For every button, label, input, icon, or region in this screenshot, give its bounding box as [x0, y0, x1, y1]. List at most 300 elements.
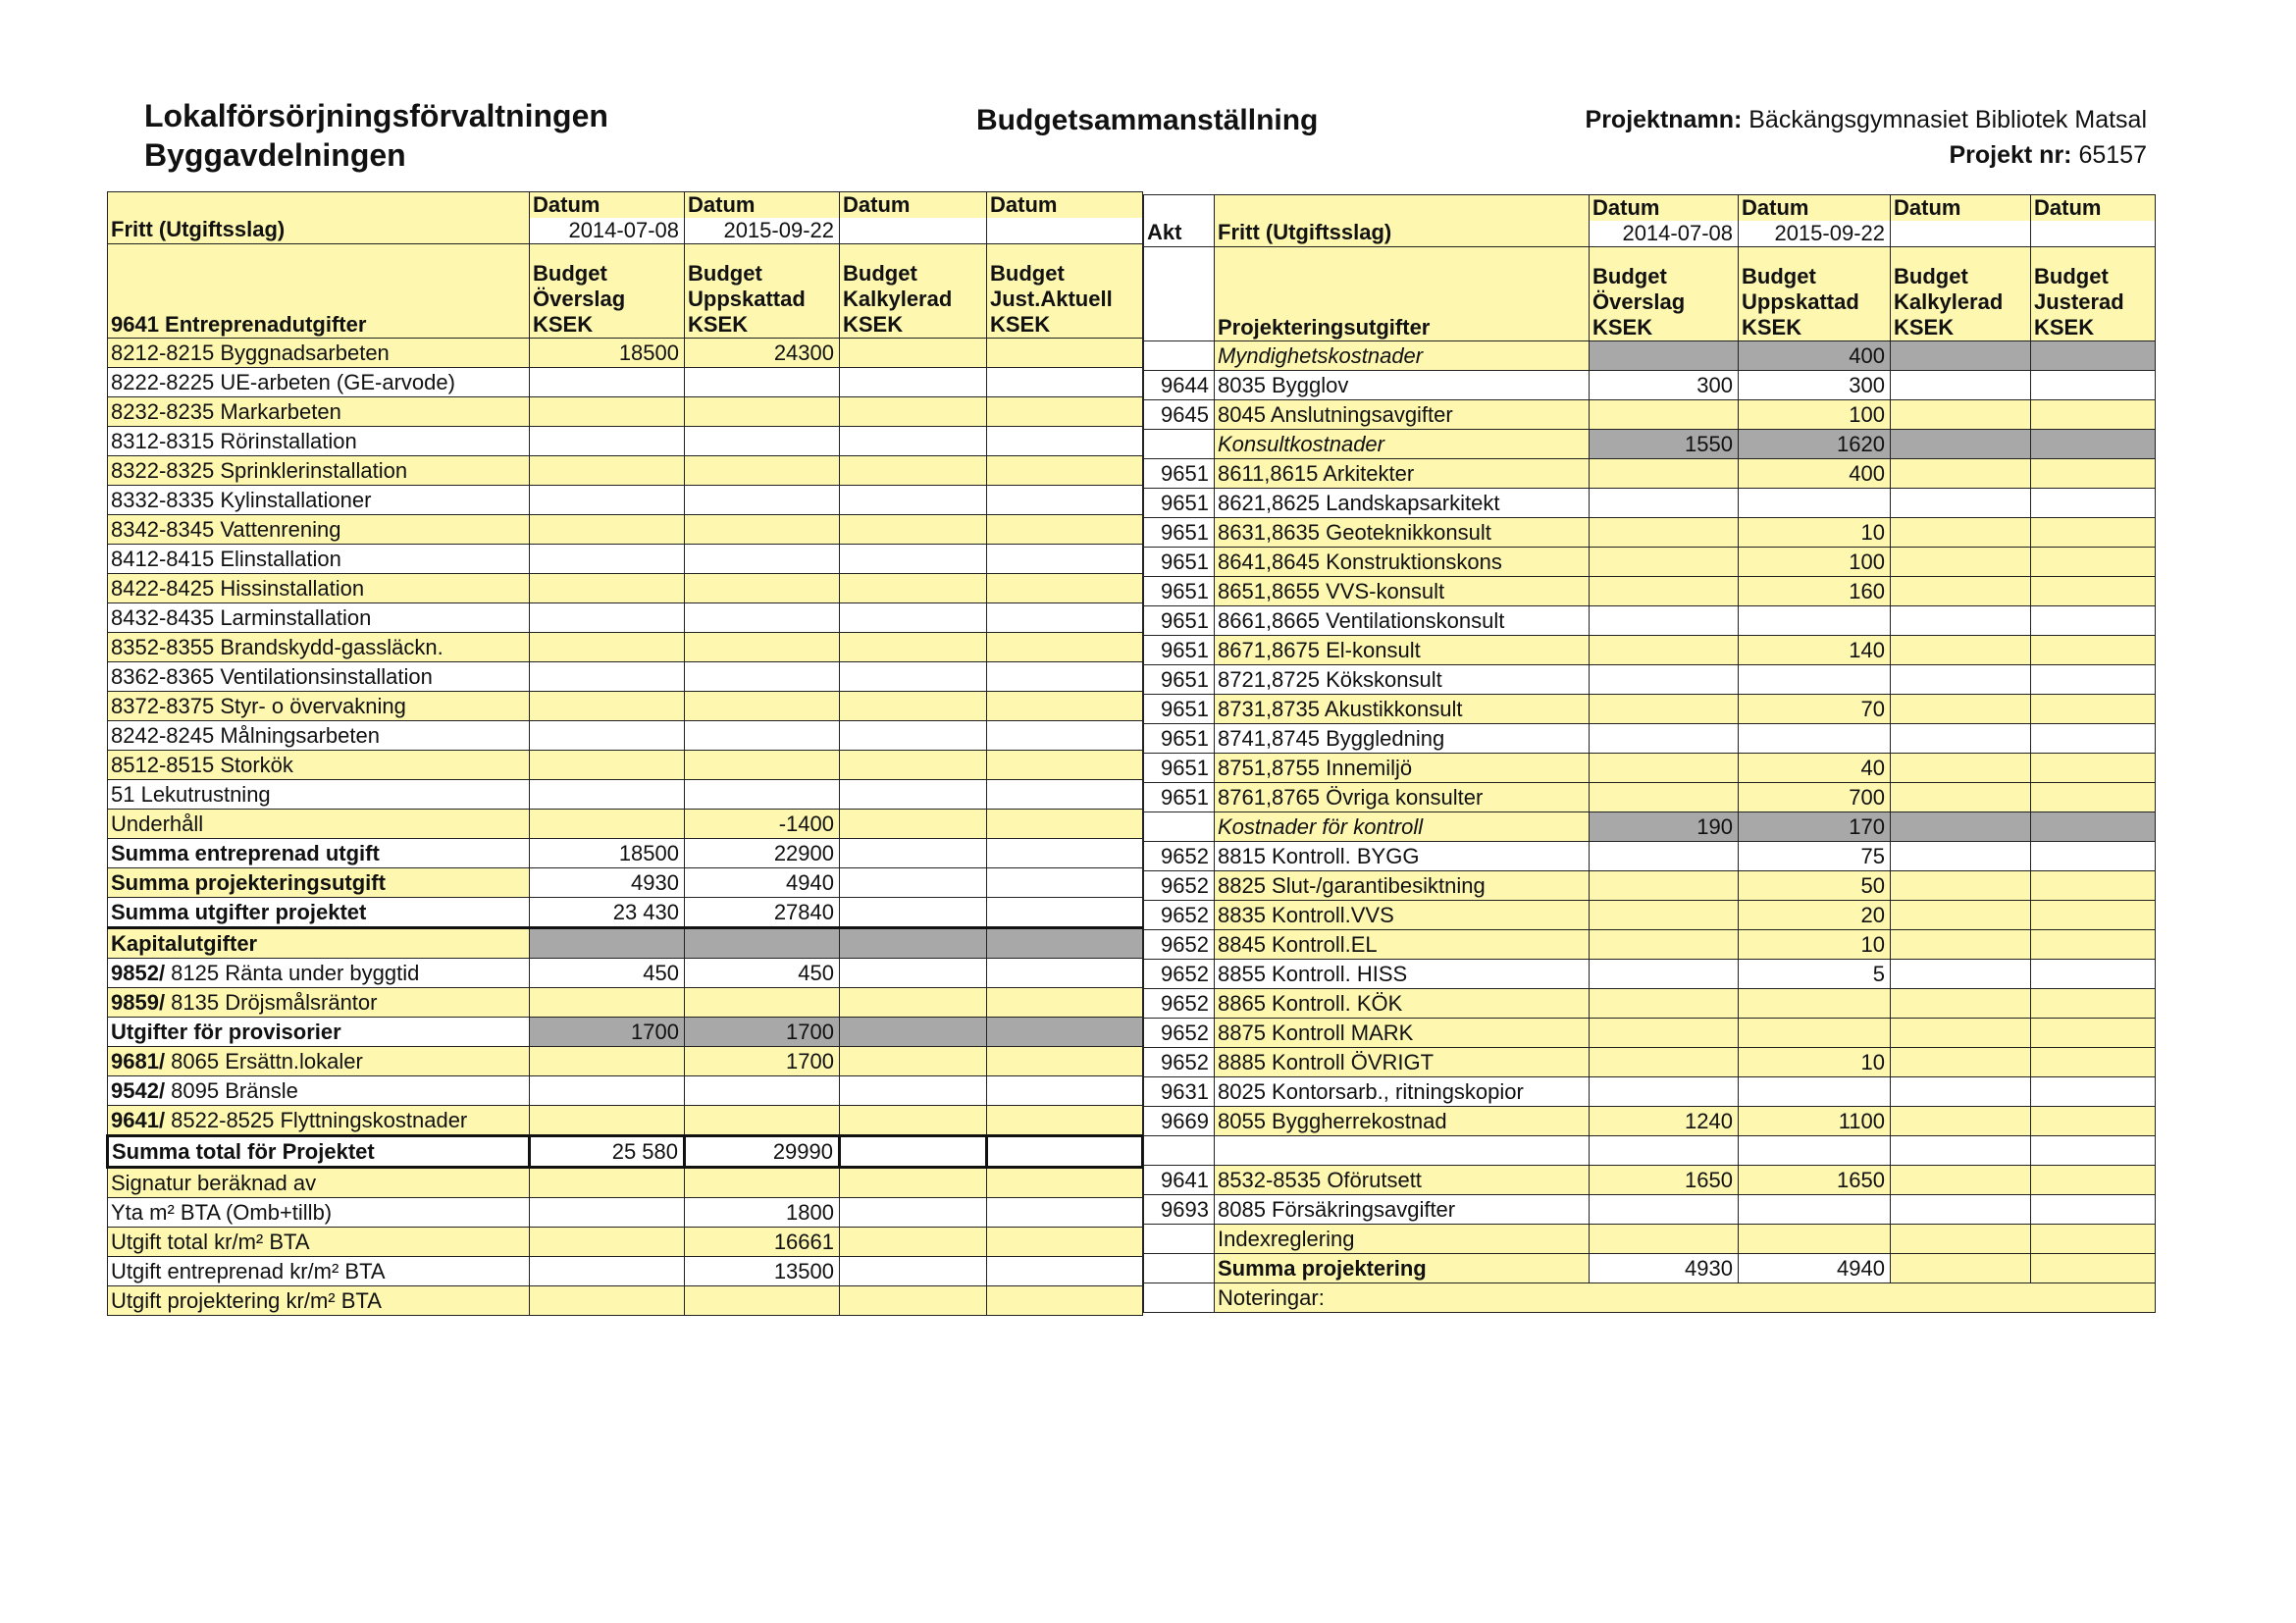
value-col-4	[987, 1198, 1143, 1228]
datum-col-2: Datum 2015-09-22	[685, 192, 840, 244]
value-col-4	[2031, 871, 2156, 901]
footer-row	[108, 1168, 1143, 1198]
value-col-4	[2031, 724, 2156, 754]
value-col-1	[530, 368, 685, 397]
value-col-3	[1891, 1166, 2031, 1195]
table-row	[1144, 1166, 2156, 1195]
value-col-2	[685, 751, 840, 780]
value-col-1	[530, 486, 685, 515]
akt-code: 9644	[1144, 371, 1215, 400]
value-col-4	[2031, 1166, 2156, 1195]
value-col-1	[1590, 754, 1739, 783]
value-col-3	[840, 1228, 987, 1257]
akt-code: 9652	[1144, 871, 1215, 901]
value-col-4	[2031, 577, 2156, 606]
akt-code: 9652	[1144, 989, 1215, 1019]
value-col-4	[2031, 1195, 2156, 1225]
akt-code: 9652	[1144, 960, 1215, 989]
value-col-2: 100	[1739, 548, 1891, 577]
value-col-2	[685, 427, 840, 456]
value-col-4	[987, 780, 1143, 810]
datum-col-1: Datum 2014-07-08	[1590, 195, 1739, 247]
value-col-4	[987, 751, 1143, 780]
table-row	[1144, 724, 2156, 754]
row-label: 8671,8675 El-konsult	[1215, 636, 1590, 665]
value-col-3	[1891, 1019, 2031, 1048]
fritt-heading: Fritt (Utgiftsslag)	[1215, 195, 1590, 247]
akt-code: 9651	[1144, 724, 1215, 754]
row-label: 8045 Anslutningsavgifter	[1215, 400, 1590, 430]
value-col-3	[840, 839, 987, 868]
value-col-4	[2031, 989, 2156, 1019]
row-label: Utgift total kr/m² BTA	[108, 1228, 530, 1257]
value-col-2: 20	[1739, 901, 1891, 930]
budget-aktuell-head: Budget Just.Aktuell KSEK	[987, 244, 1143, 339]
akt-code: 9651	[1144, 665, 1215, 695]
value-col-1	[1590, 901, 1739, 930]
value-col-4	[2031, 341, 2156, 371]
row-label: 8085 Försäkringsavgifter	[1215, 1195, 1590, 1225]
value-col-1	[1590, 459, 1739, 489]
row-label: 8761,8765 Övriga konsulter	[1215, 783, 1590, 812]
row-label: 8025 Kontorsarb., ritningskopior	[1215, 1077, 1590, 1107]
row-label: 8885 Kontroll ÖVRIGT	[1215, 1048, 1590, 1077]
value-col-4	[2031, 371, 2156, 400]
value-col-1: 1700	[530, 1018, 685, 1047]
group-row	[1144, 812, 2156, 842]
akt-code: 9669	[1144, 1107, 1215, 1136]
table-row	[1144, 960, 2156, 989]
value-col-3	[840, 486, 987, 515]
value-col-2: 10	[1739, 518, 1891, 548]
table-row	[108, 397, 1143, 427]
value-col-2: 29990	[685, 1136, 840, 1168]
value-col-1	[1590, 989, 1739, 1019]
datum-col-1: Datum 2014-07-08	[530, 192, 685, 244]
datum-col-4: Datum	[987, 192, 1143, 244]
value-col-4	[987, 486, 1143, 515]
value-col-1	[1590, 871, 1739, 901]
datum-col-3: Datum	[1891, 195, 2031, 247]
akt-code: 9645	[1144, 400, 1215, 430]
budget-kalkylerad-head: Budget Kalkylerad KSEK	[840, 244, 987, 339]
value-col-1	[530, 397, 685, 427]
value-col-4	[987, 1257, 1143, 1286]
value-col-3	[1891, 371, 2031, 400]
row-label: 9542/ 8095 Bränsle	[108, 1076, 530, 1106]
row-label: 8815 Kontroll. BYGG	[1215, 842, 1590, 871]
value-col-3	[1891, 400, 2031, 430]
table-row	[1144, 1077, 2156, 1107]
value-col-3	[840, 1136, 987, 1168]
value-col-3	[840, 692, 987, 721]
total-label: Summa total för Projektet	[108, 1136, 530, 1168]
value-col-3	[840, 1106, 987, 1136]
value-col-1	[1590, 783, 1739, 812]
sum-label: Summa projektering	[1215, 1254, 1590, 1283]
value-col-3	[840, 898, 987, 928]
value-col-4	[987, 1228, 1143, 1257]
fritt-heading: Fritt (Utgiftsslag)	[108, 192, 530, 244]
value-col-2: 450	[685, 959, 840, 988]
project-name: Projektnamn: Bäckängsgymnasiet Bibliotek Matsal	[1585, 106, 2147, 133]
value-col-1: 1650	[1590, 1166, 1739, 1195]
sum-row	[108, 898, 1143, 928]
value-col-3	[840, 810, 987, 839]
value-col-1	[530, 928, 685, 959]
value-col-4	[2031, 665, 2156, 695]
value-col-2: 24300	[685, 339, 840, 368]
table-row	[108, 486, 1143, 515]
value-col-2	[1739, 1019, 1891, 1048]
value-col-4	[2031, 1254, 2156, 1283]
akt-code: 9652	[1144, 930, 1215, 960]
value-col-4	[987, 574, 1143, 603]
value-col-4	[987, 810, 1143, 839]
value-col-2	[1739, 1225, 1891, 1254]
entreprenad-table	[106, 191, 1144, 1316]
value-col-1: 18500	[530, 839, 685, 868]
akt-code: 9651	[1144, 577, 1215, 606]
akt-code	[1144, 812, 1215, 842]
value-col-1	[530, 1106, 685, 1136]
value-col-2	[685, 780, 840, 810]
value-col-1	[530, 1228, 685, 1257]
value-col-3	[840, 397, 987, 427]
sum-row	[108, 839, 1143, 868]
table-row	[108, 751, 1143, 780]
value-col-2: 4940	[1739, 1254, 1891, 1283]
table-row	[1144, 489, 2156, 518]
value-col-1	[1590, 341, 1739, 371]
value-col-3	[1891, 842, 2031, 871]
datum-col-4: Datum	[2031, 195, 2156, 247]
table-row	[108, 515, 1143, 545]
row-label: 8312-8315 Rörinstallation	[108, 427, 530, 456]
value-col-1	[530, 1286, 685, 1316]
row-label: 8362-8365 Ventilationsinstallation	[108, 662, 530, 692]
row-label: 9852/ 8125 Ränta under byggtid	[108, 959, 530, 988]
table-row	[108, 574, 1143, 603]
value-col-1	[1590, 606, 1739, 636]
akt-code: 9652	[1144, 901, 1215, 930]
value-col-1	[1590, 695, 1739, 724]
row-label: 8242-8245 Målningsarbeten	[108, 721, 530, 751]
value-col-4	[2031, 901, 2156, 930]
value-col-3	[840, 1047, 987, 1076]
value-col-4	[2031, 489, 2156, 518]
value-col-4	[2031, 430, 2156, 459]
prov-heading-row	[108, 1018, 1143, 1047]
notes-row	[1144, 1283, 2156, 1313]
row-label: 8342-8345 Vattenrening	[108, 515, 530, 545]
table-row	[108, 456, 1143, 486]
value-col-2: 16661	[685, 1228, 840, 1257]
budget-oversiag-head: Budget Överslag KSEK	[530, 244, 685, 339]
row-label: 8422-8425 Hissinstallation	[108, 574, 530, 603]
row-label: 8835 Kontroll.VVS	[1215, 901, 1590, 930]
value-col-1: 1550	[1590, 430, 1739, 459]
table-row	[108, 959, 1143, 988]
value-col-2	[685, 603, 840, 633]
value-col-4	[987, 898, 1143, 928]
value-col-2: 100	[1739, 400, 1891, 430]
row-label: Yta m² BTA (Omb+tillb)	[108, 1198, 530, 1228]
notes-label: Noteringar:	[1215, 1283, 2156, 1313]
value-col-2: 700	[1739, 783, 1891, 812]
akt-code: 9652	[1144, 842, 1215, 871]
value-col-2: 170	[1739, 812, 1891, 842]
value-col-4	[987, 633, 1143, 662]
value-col-1: 4930	[530, 868, 685, 898]
row-label: 8731,8735 Akustikkonsult	[1215, 695, 1590, 724]
akt-heading: Akt	[1144, 195, 1215, 247]
value-col-4	[987, 1286, 1143, 1316]
value-col-2: 1650	[1739, 1166, 1891, 1195]
budget-header-row	[1144, 247, 2156, 341]
value-col-2	[1739, 1136, 1891, 1166]
value-col-4	[2031, 518, 2156, 548]
value-col-4	[2031, 1136, 2156, 1166]
row-label: 8322-8325 Sprinklerinstallation	[108, 456, 530, 486]
value-col-1: 1240	[1590, 1107, 1739, 1136]
akt-code: 9651	[1144, 489, 1215, 518]
value-col-4	[2031, 636, 2156, 665]
value-col-2: 300	[1739, 371, 1891, 400]
row-label: 8855 Kontroll. HISS	[1215, 960, 1590, 989]
value-col-3	[1891, 430, 2031, 459]
row-label: 8825 Slut-/garantibesiktning	[1215, 871, 1590, 901]
row-label: Indexreglering	[1215, 1225, 1590, 1254]
value-col-3	[1891, 577, 2031, 606]
value-col-4	[987, 839, 1143, 868]
row-label: 9681/ 8065 Ersättn.lokaler	[108, 1047, 530, 1076]
value-col-2: 1700	[685, 1047, 840, 1076]
value-col-2	[685, 692, 840, 721]
akt-code	[1144, 341, 1215, 371]
value-col-3	[1891, 724, 2031, 754]
value-col-1	[1590, 400, 1739, 430]
value-col-4	[2031, 1048, 2156, 1077]
row-label: 9641/ 8522-8525 Flyttningskostnader	[108, 1106, 530, 1136]
table-row	[1144, 783, 2156, 812]
value-col-1	[1590, 1136, 1739, 1166]
value-col-2: 160	[1739, 577, 1891, 606]
value-col-4	[987, 456, 1143, 486]
akt-code	[1144, 1254, 1215, 1283]
table-row	[108, 721, 1143, 751]
value-col-2	[1739, 489, 1891, 518]
akt-code: 9651	[1144, 783, 1215, 812]
value-col-3	[840, 574, 987, 603]
value-col-3	[1891, 812, 2031, 842]
row-label: 8372-8375 Styr- o övervakning	[108, 692, 530, 721]
value-col-4	[2031, 695, 2156, 724]
value-col-1	[1590, 724, 1739, 754]
value-col-3	[1891, 518, 2031, 548]
table-row	[1144, 606, 2156, 636]
value-col-4	[2031, 1107, 2156, 1136]
row-label: Underhåll	[108, 810, 530, 839]
value-col-3	[840, 780, 987, 810]
budget-oversiag-head: Budget Överslag KSEK	[1590, 247, 1739, 341]
value-col-1	[1590, 1048, 1739, 1077]
total-row	[108, 1136, 1143, 1168]
value-col-3	[1891, 1254, 2031, 1283]
value-col-1	[1590, 577, 1739, 606]
value-col-2: 1620	[1739, 430, 1891, 459]
budget-uppskattad-head: Budget Uppskattad KSEK	[685, 244, 840, 339]
value-col-1	[530, 574, 685, 603]
value-col-1	[530, 810, 685, 839]
row-label: 8332-8335 Kylinstallationer	[108, 486, 530, 515]
footer-row	[108, 1228, 1143, 1257]
row-label: Utgift entreprenad kr/m² BTA	[108, 1257, 530, 1286]
value-col-3	[840, 515, 987, 545]
row-label: 8232-8235 Markarbeten	[108, 397, 530, 427]
value-col-3	[840, 988, 987, 1018]
table-row	[108, 1047, 1143, 1076]
row-label: 8055 Byggherrekostnad	[1215, 1107, 1590, 1136]
table-row	[1144, 930, 2156, 960]
datum-col-3: Datum	[840, 192, 987, 244]
table-row	[1144, 842, 2156, 871]
table-row	[1144, 1019, 2156, 1048]
value-col-2	[685, 515, 840, 545]
footer-row	[108, 1286, 1143, 1316]
value-col-3	[1891, 548, 2031, 577]
project-number: Projekt nr: 65157	[1949, 141, 2147, 169]
value-col-1	[1590, 1225, 1739, 1254]
value-col-3	[840, 662, 987, 692]
value-col-3	[1891, 1136, 2031, 1166]
value-col-4	[987, 1076, 1143, 1106]
akt-code: 9693	[1144, 1195, 1215, 1225]
table-row	[108, 633, 1143, 662]
value-col-1: 4930	[1590, 1254, 1739, 1283]
value-col-3	[1891, 960, 2031, 989]
table-row	[1144, 518, 2156, 548]
value-col-3	[840, 1257, 987, 1286]
akt-code	[1144, 430, 1215, 459]
value-col-4	[987, 397, 1143, 427]
row-label: 8631,8635 Geoteknikkonsult	[1215, 518, 1590, 548]
table-row	[108, 603, 1143, 633]
value-col-2	[685, 928, 840, 959]
value-col-3	[840, 721, 987, 751]
row-label: 8661,8665 Ventilationskonsult	[1215, 606, 1590, 636]
value-col-2	[1739, 665, 1891, 695]
value-col-2	[685, 368, 840, 397]
table-row	[108, 810, 1143, 839]
value-col-4	[2031, 1019, 2156, 1048]
value-col-4	[987, 1047, 1143, 1076]
value-col-4	[987, 603, 1143, 633]
value-col-3	[840, 545, 987, 574]
value-col-3	[840, 368, 987, 397]
value-col-3	[1891, 341, 2031, 371]
akt-code: 9651	[1144, 518, 1215, 548]
value-col-3	[1891, 636, 2031, 665]
value-col-3	[1891, 1048, 2031, 1077]
value-col-3	[1891, 489, 2031, 518]
table-row	[1144, 665, 2156, 695]
value-col-4	[987, 1136, 1143, 1168]
value-col-2: 4940	[685, 868, 840, 898]
value-col-4	[2031, 930, 2156, 960]
table-row	[108, 427, 1143, 456]
akt-blank	[1144, 247, 1215, 341]
akt-code: 9631	[1144, 1077, 1215, 1107]
value-col-1: 23 430	[530, 898, 685, 928]
table-row	[1144, 636, 2156, 665]
value-col-2	[685, 545, 840, 574]
row-label: 8751,8755 Innemiljö	[1215, 754, 1590, 783]
row-label: Utgift projektering kr/m² BTA	[108, 1286, 530, 1316]
value-col-4	[987, 1168, 1143, 1198]
value-col-4	[987, 928, 1143, 959]
value-col-1: 190	[1590, 812, 1739, 842]
value-col-1	[1590, 489, 1739, 518]
row-label: 51 Lekutrustning	[108, 780, 530, 810]
row-label: 8512-8515 Storkök	[108, 751, 530, 780]
value-col-3	[1891, 606, 2031, 636]
value-col-1	[1590, 665, 1739, 695]
value-col-4	[2031, 783, 2156, 812]
value-col-2: 5	[1739, 960, 1891, 989]
value-col-3	[1891, 665, 2031, 695]
row-label: 8432-8435 Larminstallation	[108, 603, 530, 633]
value-col-2: 1800	[685, 1198, 840, 1228]
value-col-2: 13500	[685, 1257, 840, 1286]
value-col-1: 450	[530, 959, 685, 988]
table-row	[1144, 1048, 2156, 1077]
value-col-3	[840, 603, 987, 633]
table-row	[108, 1076, 1143, 1106]
prov-heading: Utgifter för provisorier	[108, 1018, 530, 1047]
value-col-1	[1590, 518, 1739, 548]
org-name: Lokalförsörjningsförvaltningen	[144, 98, 608, 133]
value-col-1	[1590, 842, 1739, 871]
value-col-4	[987, 515, 1143, 545]
value-col-2	[685, 721, 840, 751]
value-col-4	[2031, 842, 2156, 871]
value-col-1	[1590, 1019, 1739, 1048]
value-col-2	[685, 1076, 840, 1106]
value-col-1: 300	[1590, 371, 1739, 400]
value-col-1	[530, 988, 685, 1018]
row-label: Myndighetskostnader	[1215, 341, 1590, 371]
value-col-1	[530, 456, 685, 486]
value-col-2: 400	[1739, 341, 1891, 371]
akt-code: 9652	[1144, 1019, 1215, 1048]
value-col-1	[530, 603, 685, 633]
table-row	[1144, 754, 2156, 783]
table-row	[1144, 1225, 2156, 1254]
value-col-3	[1891, 1195, 2031, 1225]
value-col-2	[685, 1286, 840, 1316]
value-col-1	[530, 633, 685, 662]
value-col-1	[530, 1076, 685, 1106]
value-col-1	[530, 1257, 685, 1286]
akt-code	[1144, 1136, 1215, 1166]
value-col-4	[987, 662, 1143, 692]
value-col-4	[2031, 459, 2156, 489]
value-col-2	[685, 662, 840, 692]
akt-code: 9652	[1144, 1048, 1215, 1077]
value-col-2	[1739, 989, 1891, 1019]
group-row	[1144, 430, 2156, 459]
